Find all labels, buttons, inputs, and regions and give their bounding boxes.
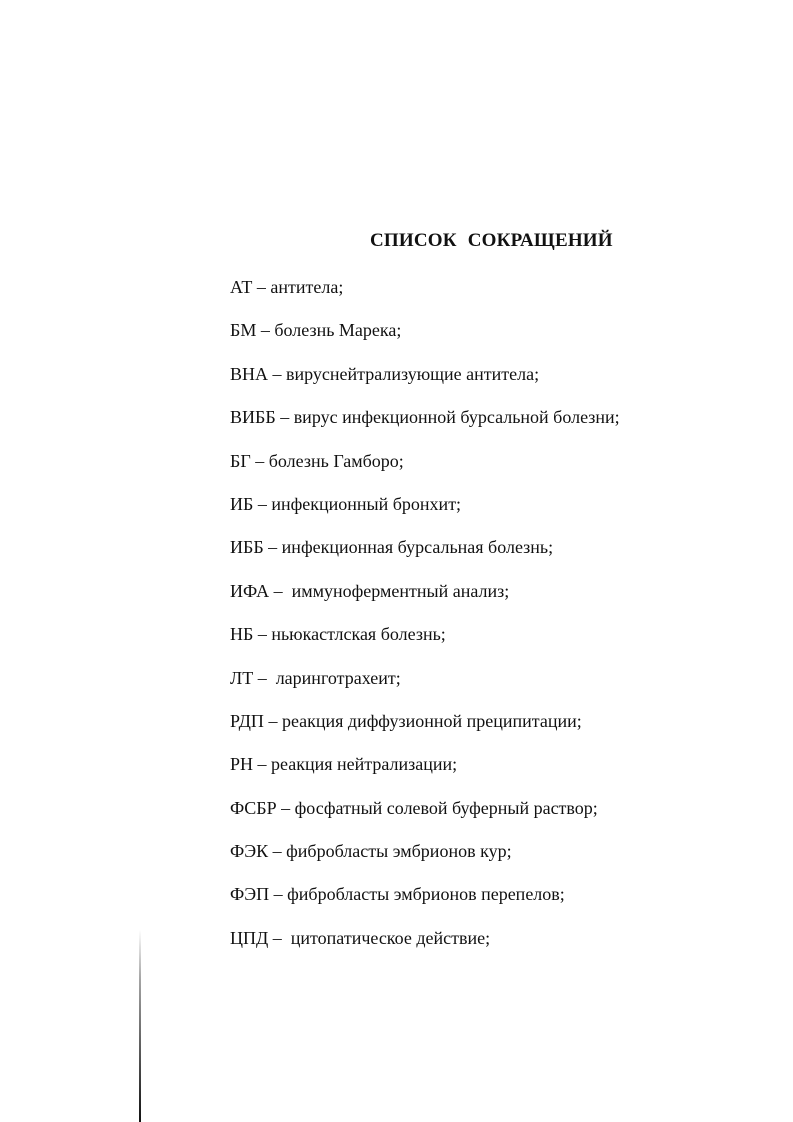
abbreviation-separator: – — [253, 754, 272, 775]
abbreviation-term: АТ — [230, 277, 253, 297]
page-title: СПИСОК СОКРАЩЕНИЙ — [370, 230, 613, 251]
abbreviation-definition: вируснейтрализующие антитела; — [286, 363, 540, 384]
abbreviation-item — [230, 450, 620, 493]
abbreviation-item — [230, 580, 620, 623]
scan-edge-line — [139, 930, 141, 1122]
abbreviation-term: НБ — [230, 624, 254, 645]
abbreviation-term: ФСБР — [230, 797, 277, 818]
abbreviation-term: БГ — [230, 450, 251, 471]
abbreviation-item — [230, 883, 620, 926]
abbreviation-definition: болезнь Марека; — [274, 320, 402, 341]
abbreviation-definition: ларинготрахеит; — [275, 667, 401, 688]
abbreviation-separator: – — [253, 667, 276, 688]
abbreviation-separator: – — [268, 927, 291, 948]
abbreviation-definition: реакция диффузионной преципитации; — [281, 710, 582, 731]
abbreviation-item — [230, 276, 620, 319]
abbreviation-definition: фибробласты эмбрионов кур; — [286, 841, 512, 862]
abbreviation-item — [230, 797, 620, 840]
abbreviation-separator: – — [253, 493, 272, 514]
abbreviation-term: ВИББ — [230, 407, 276, 428]
abbreviation-term: БМ — [230, 320, 257, 341]
abbreviation-separator: – — [250, 450, 269, 471]
abbreviation-term: ИФА — [230, 580, 270, 601]
abbreviation-separator: – — [263, 710, 282, 731]
abbreviation-definition: ньюкастлская болезнь; — [271, 624, 446, 645]
abbreviation-item — [230, 840, 620, 883]
abbreviation-item — [230, 536, 620, 579]
abbreviation-term: ИБ — [230, 493, 254, 514]
abbreviation-definition: реакция нейтрализации; — [271, 754, 458, 775]
abbreviation-term: ЛТ — [230, 667, 254, 688]
abbreviation-separator: – — [268, 841, 287, 862]
abbreviation-item — [230, 363, 620, 406]
abbreviation-separator: – — [268, 363, 287, 384]
abbreviation-definition: вирус инфекционной бурсальной болезни; — [293, 407, 620, 428]
abbreviation-separator: – — [252, 277, 271, 297]
abbreviation-term: ФЭП — [230, 884, 270, 905]
abbreviation-separator: – — [269, 884, 288, 905]
abbreviation-item — [230, 667, 620, 710]
abbreviation-separator: – — [275, 407, 294, 428]
abbreviation-separator: – — [253, 624, 272, 645]
abbreviation-item — [230, 927, 620, 970]
abbreviation-item — [230, 623, 620, 666]
abbreviation-item — [230, 319, 620, 362]
abbreviation-definition: болезнь Гамборо; — [268, 450, 404, 471]
abbreviation-separator: – — [256, 320, 275, 341]
abbreviation-definition: цитопатическое действие; — [290, 927, 491, 948]
abbreviation-item — [230, 406, 620, 449]
abbreviation-definition: фибробласты эмбрионов перепелов; — [287, 884, 565, 905]
abbreviation-separator: – — [269, 580, 292, 601]
abbreviation-term: РДП — [230, 710, 264, 731]
abbreviation-definition: инфекционная бурсальная болезнь; — [281, 537, 554, 558]
abbreviation-definition: инфекционный бронхит; — [271, 493, 462, 514]
abbreviation-definition: иммуноферментный анализ; — [291, 580, 510, 601]
abbreviation-definition: антитела; — [270, 277, 344, 297]
abbreviation-term: ФЭК — [230, 841, 269, 862]
abbreviation-separator: – — [263, 537, 282, 558]
abbreviation-term: РН — [230, 754, 254, 775]
abbreviation-item — [230, 753, 620, 796]
abbreviation-item — [230, 493, 620, 536]
abbreviation-term: ЦПД — [230, 927, 269, 948]
abbreviation-separator: – — [276, 797, 295, 818]
abbreviation-item — [230, 710, 620, 753]
abbreviation-term: ИББ — [230, 537, 264, 558]
abbreviation-definition: фосфатный солевой буферный раствор; — [294, 797, 598, 818]
abbreviation-list — [230, 276, 620, 970]
abbreviation-term: ВНА — [230, 363, 269, 384]
